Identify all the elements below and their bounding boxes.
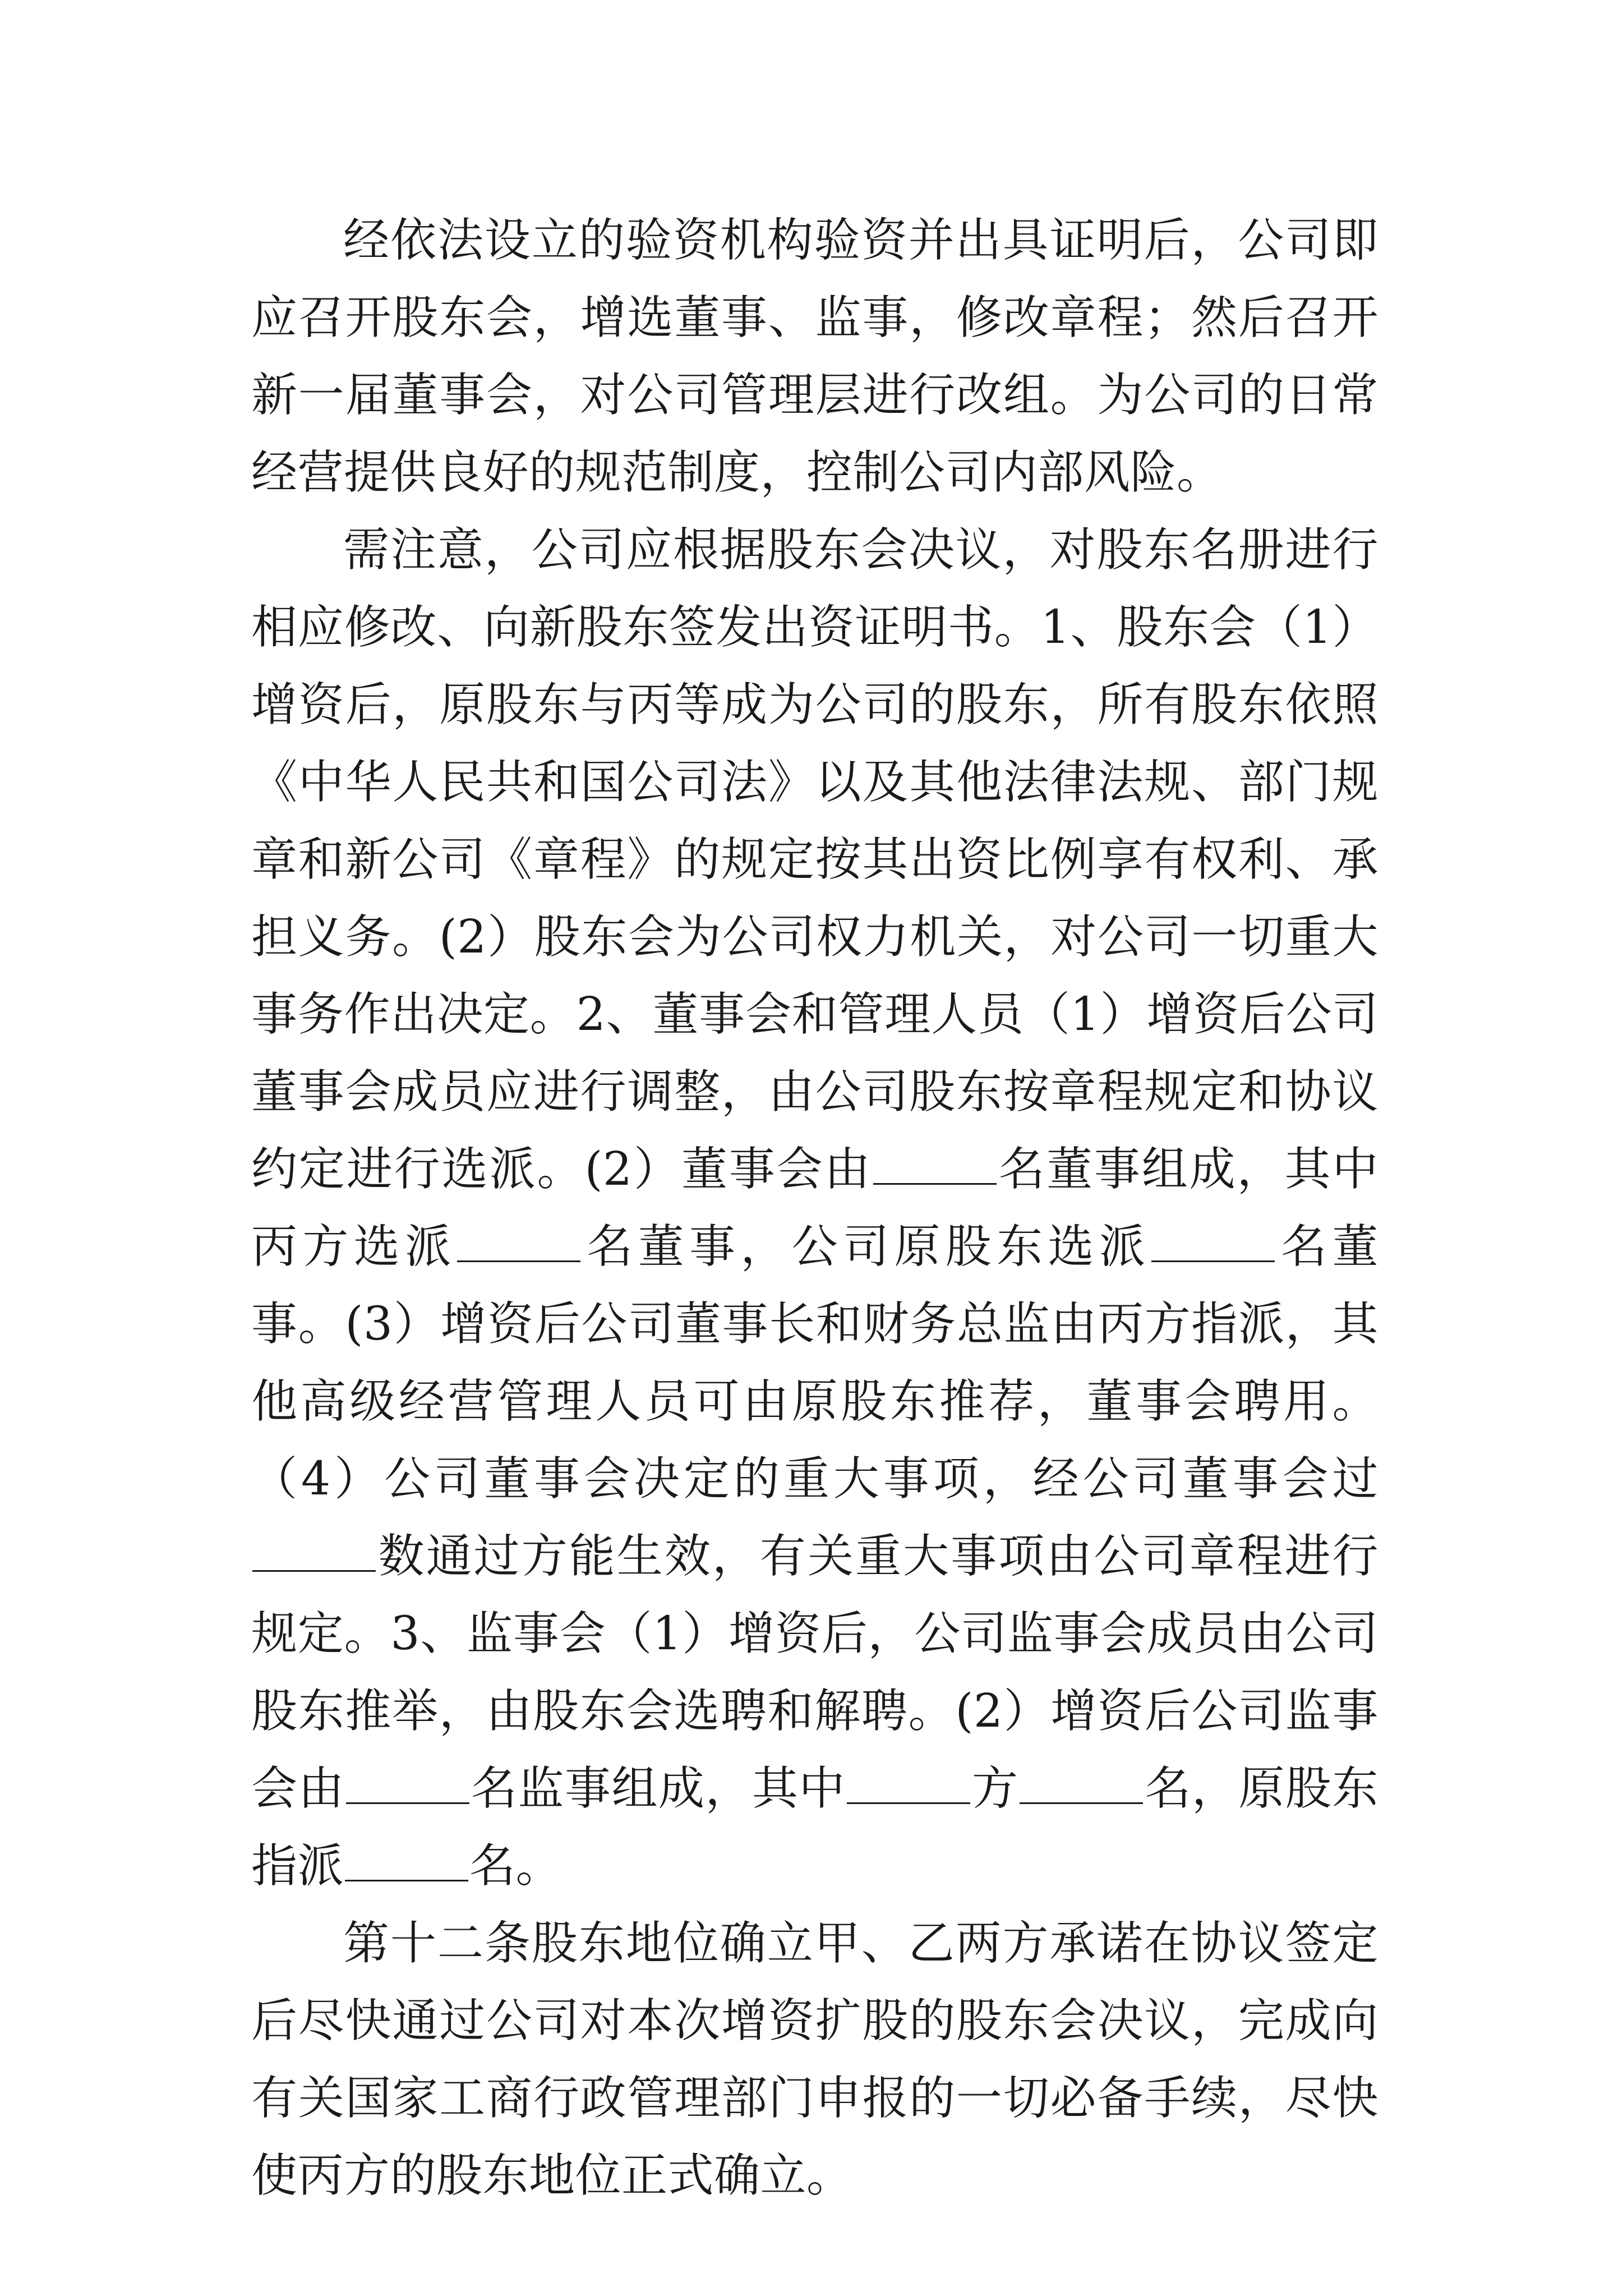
paragraph-text: 经依法设立的验资机构验资并出具证明后，公司即应召开股东会，增选董事、监事，修改章程；然后召开新一届董事会，对公司管理层进行改组。为公司的日常经营提供良好的规范制度，控制公司内部风险。 [251,214,1378,499]
paragraph-text: 名，原股东指派 [251,1762,1378,1893]
document-body [251,202,1378,2215]
paragraph-shareholder-register [251,512,1378,1905]
paragraph-text: 数通过方能生效，有关重大事项由公司章程进行规定。3、监事会（1）增资后，公司监事会成员由公司股东推举，由股东会选聘和解聘。(2）增资后公司监事会由 [251,1530,1378,1815]
paragraph-capital-verification [251,202,1378,512]
fill-blank-party-c-directors[interactable] [457,1227,580,1262]
paragraph-text: 名董事。(3）增资后公司董事长和财务总监由丙方指派，其他高级经营管理人员可由原股东推荐，董事会聘用。（4）公司董事会决定的重大事项，经公司董事会过 [251,1220,1378,1506]
paragraph-text: 名监事组成，其中 [471,1762,846,1815]
fill-blank-party-supervisors[interactable] [1020,1769,1143,1804]
fill-blank-voting-threshold[interactable] [252,1536,376,1572]
paragraph-text: 名董事，公司原股东选派 [582,1220,1151,1273]
paragraph-text: 需注意，公司应根据股东会决议，对股东名册进行相应修改、向新股东签发出资证明书。1、股东会（1）增资后，原股东与丙等成为公司的股东，所有股东依照《中华人民共和国公司法》以及其他法律法规、部门规章和新公司《章程》的规定按其出资比例享有权利、承担义务。(2）股东会为公司权力机关，对公司一切重大事务作出决定。2、董事会和管理人员（1）增资后公司董事会成员应进行调整，由公司股东按章程规定和协议约定进行选派。(2）董事会由 [251,523,1378,1196]
paragraph-text: 名董事组成，其中丙方选派 [251,1143,1378,1273]
fill-blank-original-supervisors[interactable] [345,1846,468,1881]
paragraph-text: 第十二条股东地位确立甲、乙两方承诺在协议签定后尽快通过公司对本次增资扩股的股东会决议，完成向有关国家工商行政管理部门申报的一切必备手续，尽快使丙方的股东地位正式确立。 [251,1917,1378,2202]
paragraph-text: 方 [971,1762,1019,1815]
fill-blank-supervisor-board-size[interactable] [346,1769,469,1804]
fill-blank-board-size[interactable] [873,1149,997,1185]
fill-blank-original-directors[interactable] [1151,1227,1275,1262]
paragraph-article-12 [251,1905,1378,2215]
paragraph-text: 名。 [469,1839,562,1893]
fill-blank-supervisor-party[interactable] [847,1769,970,1804]
